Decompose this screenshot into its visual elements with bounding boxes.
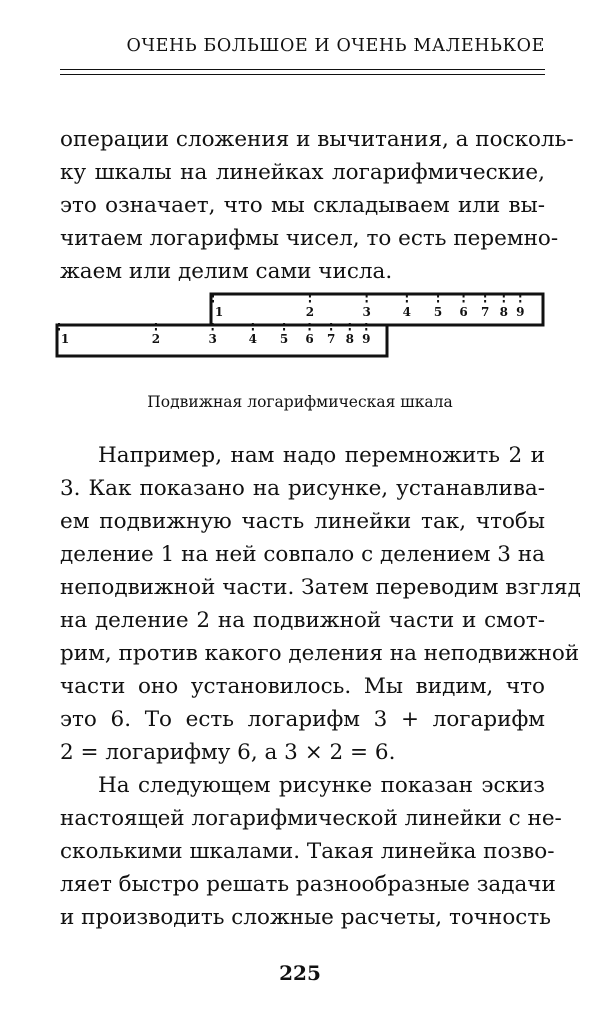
fixed-tick-label: 1 [60, 332, 70, 346]
fixed-tick-label: 7 [326, 332, 336, 346]
text-line: читаем логарифмы чисел, то есть перемно- [60, 226, 559, 251]
text-line: 3. Как показано на рисунке, устанавлива- [60, 476, 545, 501]
text-line: 2 = логарифму 6, а 3 × 2 = 6. [60, 740, 396, 765]
movable-tick-label: 2 [305, 305, 315, 319]
running-header: ОЧЕНЬ БОЛЬШОЕ И ОЧЕНЬ МАЛЕНЬКОЕ [126, 36, 545, 56]
header-rule-bottom [60, 74, 545, 75]
text-line: сколькими шкалами. Такая линейка позво- [60, 839, 555, 864]
text-line: операции сложения и вычитания, а посколь- [60, 127, 574, 152]
text-line: На следующем рисунке показан эскиз [98, 773, 545, 798]
text-line: ляет быстро решать разнообразные задачи [60, 872, 556, 897]
fixed-tick-label: 5 [279, 332, 289, 346]
text-line: ку шкалы на линейках логарифмические, [60, 160, 545, 185]
text-line: ем подвижную часть линейки так, чтобы [60, 509, 545, 534]
text-line: неподвижной части. Затем переводим взгляд [60, 575, 581, 600]
fixed-tick-label: 9 [362, 332, 371, 346]
header-rule-top [60, 69, 545, 70]
figure-caption: Подвижная логарифмическая шкала [147, 393, 453, 411]
paragraph-2 [60, 439, 581, 769]
movable-tick-label: 8 [499, 305, 508, 319]
text-line: жаем или делим сами числа. [60, 259, 393, 284]
paragraph-1 [60, 123, 574, 288]
text-line: настоящей логарифмической линейки с не- [60, 806, 562, 831]
movable-tick-label: 1 [214, 305, 224, 319]
movable-scale-frame [211, 294, 543, 325]
fixed-scale-frame [57, 325, 387, 356]
movable-tick-label: 9 [516, 305, 525, 319]
text-line: на деление 2 на подвижной части и смот- [60, 608, 545, 633]
movable-tick-label: 4 [402, 305, 412, 319]
sliding-log-scale-figure [0, 285, 600, 365]
text-line: это означает, что мы складываем или вы- [60, 193, 545, 218]
text-line: части оно установилось. Мы видим, что [60, 674, 545, 699]
fixed-tick-label: 6 [305, 332, 314, 346]
movable-tick-label: 3 [362, 305, 371, 319]
text-line: и производить сложные расчеты, точность [60, 905, 551, 930]
paragraph-3 [60, 769, 562, 934]
movable-tick-label: 5 [433, 305, 443, 319]
fixed-tick-label: 8 [345, 332, 354, 346]
page-number: 225 [279, 961, 321, 985]
fixed-tick-label: 2 [151, 332, 161, 346]
movable-scale-ticks [213, 295, 524, 319]
fixed-tick-label: 4 [248, 332, 258, 346]
text-line: это 6. То есть логарифм 3 + логарифм [60, 707, 545, 732]
text-line: рим, против какого деления на неподвижной [60, 641, 580, 666]
text-line: деление 1 на ней совпало с делением 3 на [60, 542, 545, 567]
movable-tick-label: 6 [459, 305, 468, 319]
fixed-tick-label: 3 [208, 332, 217, 346]
movable-tick-label: 7 [480, 305, 490, 319]
text-line: Например, нам надо перемножить 2 и [98, 443, 545, 468]
